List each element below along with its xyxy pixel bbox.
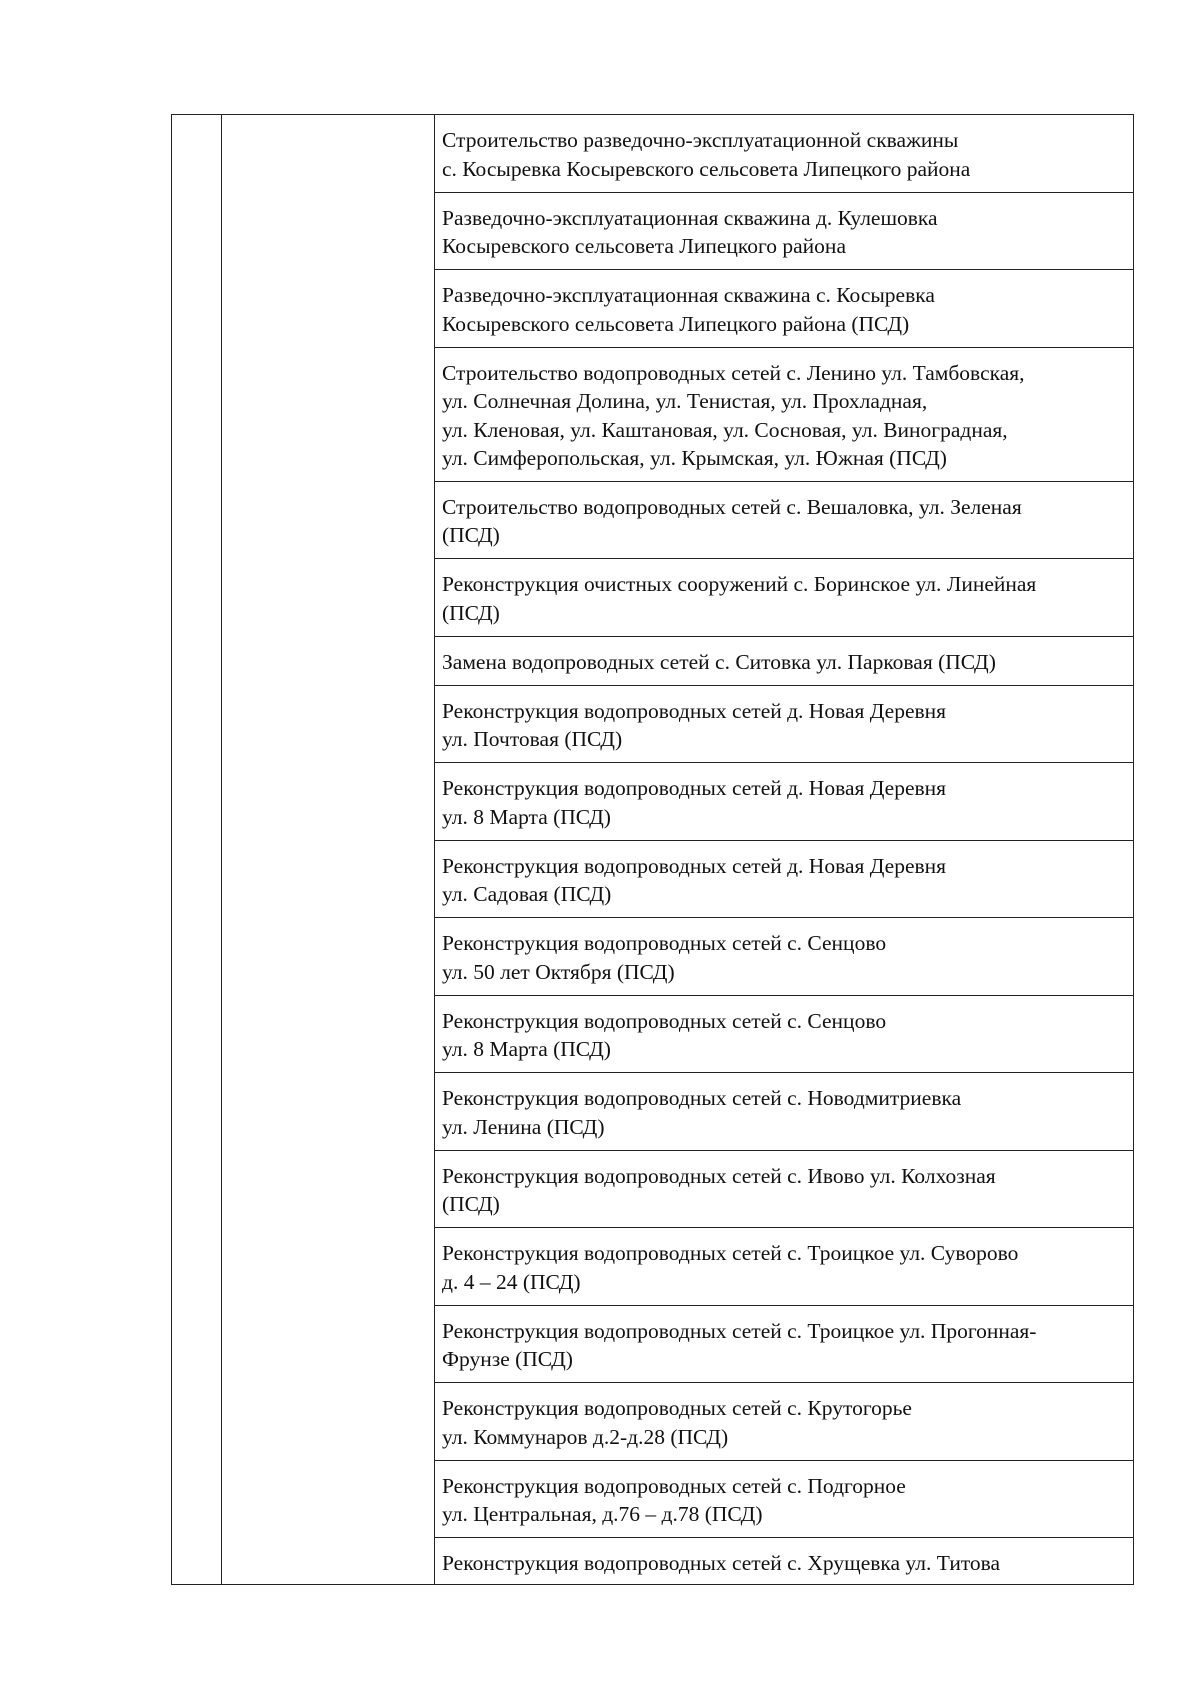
program-name-column bbox=[222, 115, 435, 1584]
table-row: Строительство водопроводных сетей с. Ленино ул. Тамбовская, ул. Солнечная Долина, ул. Тенистая, ул. Прохладная, ул. Кленовая, ул. Каштановая, ул. Сосновая, ул. Виноградная, ул. Симферопольская, ул. Крымская, ул. Южная (ПСД) bbox=[435, 348, 1133, 482]
objects-table bbox=[171, 114, 1134, 1585]
table-row: Разведочно-эксплуатационная скважина д. Кулешовка Косыревского сельсовета Липецкого района bbox=[435, 193, 1133, 271]
table-row: Замена водопроводных сетей с. Ситовка ул. Парковая (ПСД) bbox=[435, 637, 1133, 686]
table-row: Строительство разведочно-эксплуатационной скважины с. Косыревка Косыревского сельсовета Липецкого района bbox=[435, 115, 1133, 193]
table-row: Реконструкция водопроводных сетей с. Подгорное ул. Центральная, д.76 – д.78 (ПСД) bbox=[435, 1461, 1133, 1539]
objects-column bbox=[435, 115, 1133, 1584]
table-row: Реконструкция водопроводных сетей с. Троицкое ул. Суворово д. 4 – 24 (ПСД) bbox=[435, 1228, 1133, 1306]
table-row: Реконструкция водопроводных сетей с. Новодмитриевка ул. Ленина (ПСД) bbox=[435, 1073, 1133, 1151]
table-row: Реконструкция водопроводных сетей с. Крутогорье ул. Коммунаров д.2-д.28 (ПСД) bbox=[435, 1383, 1133, 1461]
table-row: Реконструкция водопроводных сетей с. Ивово ул. Колхозная (ПСД) bbox=[435, 1151, 1133, 1229]
table-row: Разведочно-эксплуатационная скважина с. Косыревка Косыревского сельсовета Липецкого района (ПСД) bbox=[435, 270, 1133, 348]
number-column bbox=[172, 115, 222, 1584]
table-row: Реконструкция водопроводных сетей с. Сенцово ул. 8 Марта (ПСД) bbox=[435, 996, 1133, 1074]
table-row: Реконструкция водопроводных сетей д. Новая Деревня ул. Садовая (ПСД) bbox=[435, 841, 1133, 919]
table-row: Реконструкция водопроводных сетей д. Новая Деревня ул. Почтовая (ПСД) bbox=[435, 686, 1133, 764]
table-row: Реконструкция водопроводных сетей с. Троицкое ул. Прогонная- Фрунзе (ПСД) bbox=[435, 1306, 1133, 1384]
table-row: Реконструкция водопроводных сетей д. Новая Деревня ул. 8 Марта (ПСД) bbox=[435, 763, 1133, 841]
table-row: Реконструкция очистных сооружений с. Боринское ул. Линейная (ПСД) bbox=[435, 559, 1133, 637]
table-row: Реконструкция водопроводных сетей с. Сенцово ул. 50 лет Октября (ПСД) bbox=[435, 918, 1133, 996]
table-row: Реконструкция водопроводных сетей с. Хрущевка ул. Титова bbox=[442, 1551, 1001, 1575]
table-row: Строительство водопроводных сетей с. Вешаловка, ул. Зеленая (ПСД) bbox=[435, 482, 1133, 560]
